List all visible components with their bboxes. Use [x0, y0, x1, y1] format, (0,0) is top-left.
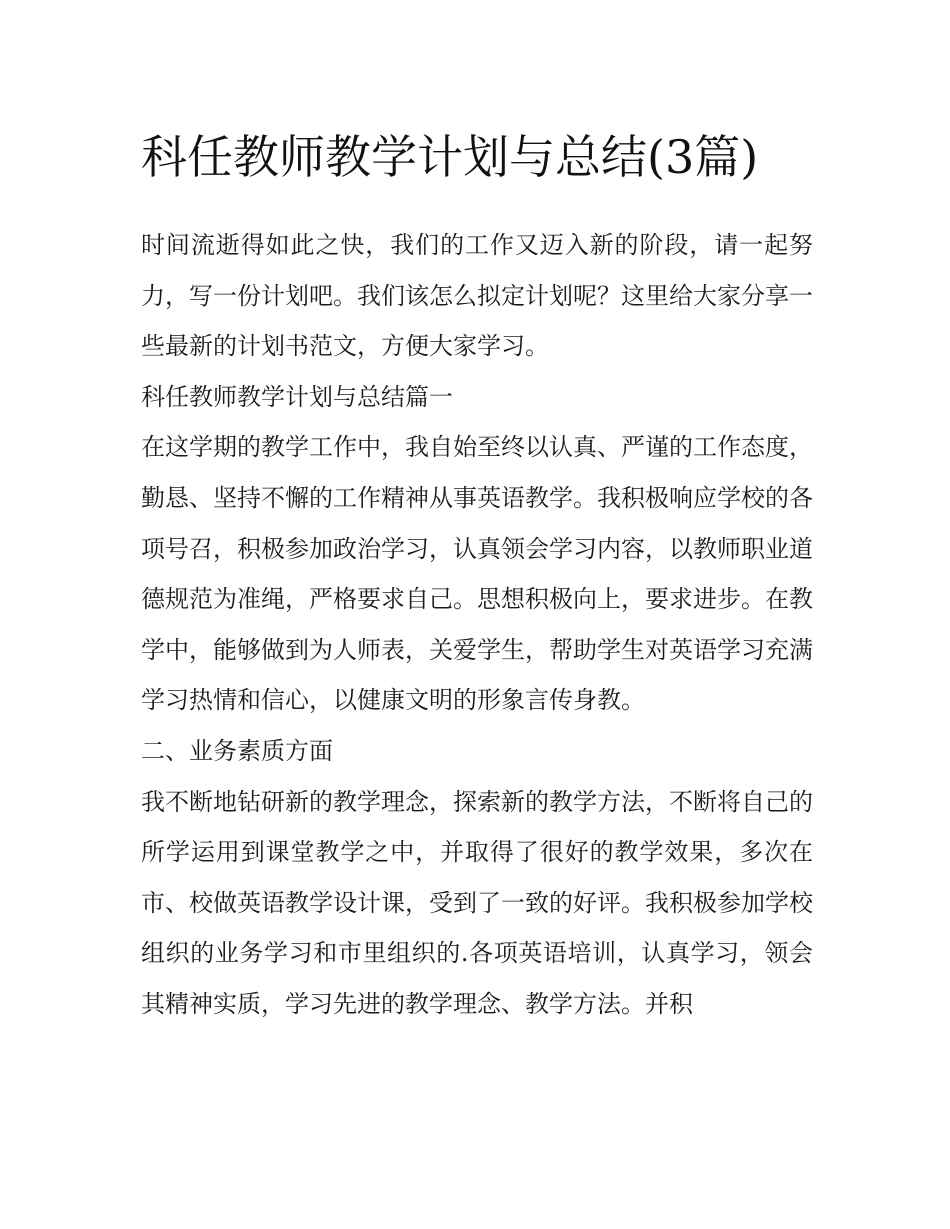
document-body — [141, 118, 813, 1030]
document-title: 科任教师教学计划与总结(3篇) — [141, 130, 759, 184]
subsection-heading: 二、业务素质方面 — [141, 736, 333, 765]
body-paragraph: 在这学期的教学工作中，我自始至终以认真、严谨的工作态度，勤恳、坚持不懈的工作精神从事英语教学。我积极响应学校的各项号召，积极参加政治学习，认真领会学习内容，以教师职业道德规范为准绳，严格要求自己。思想积极向上，要求进步。在教学中，能够做到为人师表，关爱学生，帮助学生对英语学习充满学习热情和信心，以健康文明的形象言传身教。 — [141, 433, 813, 715]
intro-paragraph: 时间流逝得如此之快，我们的工作又迈入新的阶段，请一起努力，写一份计划吧。我们该怎么拟定计划呢？这里给大家分享一些最新的计划书范文，方便大家学习。 — [141, 231, 813, 361]
body-paragraph: 我不断地钻研新的教学理念，探索新的教学方法，不断将自己的所学运用到课堂教学之中，并取得了很好的教学效果，多次在市、校做英语教学设计课，受到了一致的好评。我积极参加学校组织的业务学习和市里组织的.各项英语培训，认真学习，领会其精神实质，学习先进的教学理念、教学方法。并积 — [141, 787, 813, 1018]
section-heading: 科任教师教学计划与总结篇一 — [141, 382, 453, 411]
